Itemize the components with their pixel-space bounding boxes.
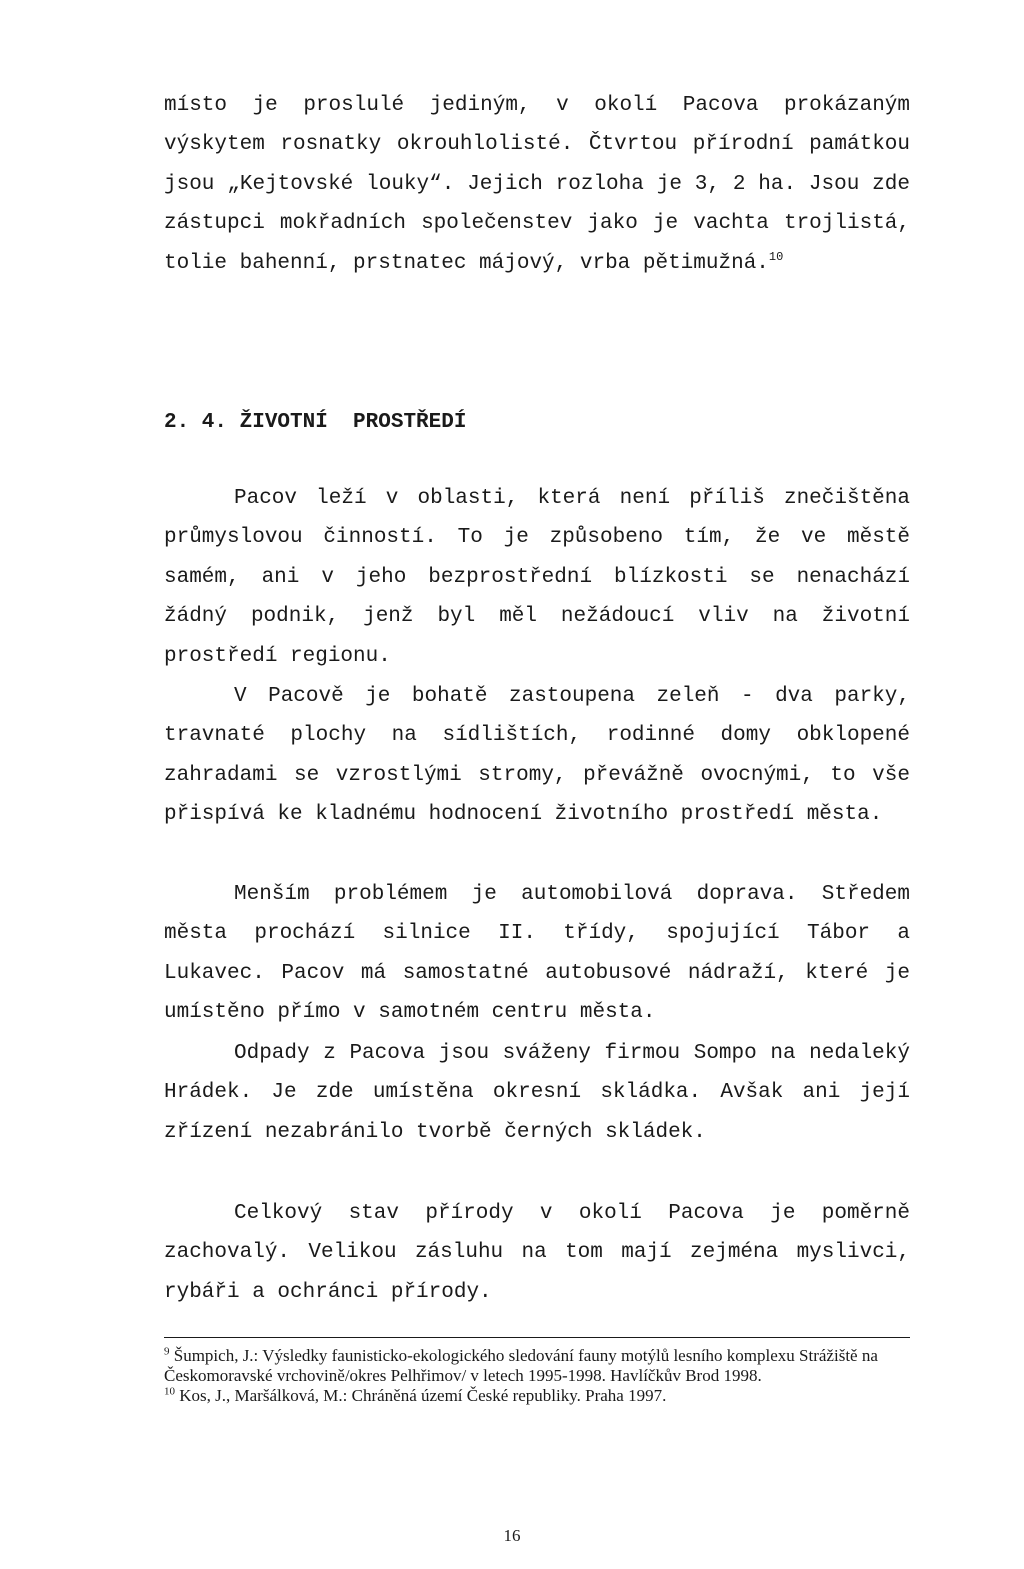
paragraph-nature-state: Celkový stav přírody v okolí Pacova je poměrně zachovalý. Velikou zásluhu na tom mají zejména myslivci, rybáři a ochránci přírody. (164, 1202, 910, 1304)
paragraph-pollution: Pacov leží v oblasti, která není příliš znečištěna průmyslovou činností. To je způsobeno tím, že ve městě samém, ani v jeho bezprostřední blízkosti se nenachází žádný podnik, jenž byl měl nežádoucí vliv na životní prostředí regionu. (164, 487, 910, 668)
footnote-10 (164, 1386, 910, 1406)
footnote-number: 10 (164, 1385, 175, 1398)
paragraph-traffic: Menším problémem je automobilová doprava. Středem města prochází silnice II. třídy, spojující Tábor a Lukavec. Pacov má samostatné autobusové nádraží, které je umístěno přímo v samotném centru města. (164, 883, 910, 1025)
footnote-ref-10: 10 (768, 249, 784, 264)
page-number: 16 (503, 1526, 521, 1545)
footnotes (164, 1346, 910, 1406)
footnote-divider (164, 1337, 910, 1338)
footnote-text: Kos, J., Maršálková, M.: Chráněná území České republiky. Praha 1997. (179, 1386, 667, 1405)
footnote-number: 9 (164, 1345, 170, 1358)
footnote-9 (164, 1346, 910, 1386)
footnote-text: Šumpich, J.: Výsledky faunisticko-ekologického sledování fauny motýlů lesního komplexu Strážiště na Českomoravské vrchovině/okres Pelhřimov/ v letech 1995-1998. Havlíčkův Brod 1998. (164, 1346, 878, 1385)
paragraph-protected-areas (164, 86, 910, 283)
paragraph-waste: Odpady z Pacova jsou sváženy firmou Sompo na nedaleký Hrádek. Je zde umístěna okresní skládka. Avšak ani její zřízení nezabránilo tvorbě černých skládek. (164, 1042, 910, 1144)
paragraph-text: místo je proslulé jediným, v okolí Pacova prokázaným výskytem rosnatky okrouhlolisté. Čtvrtou přírodní památkou jsou „Kejtovské louky“. Jejich rozloha je 3, 2 ha. Jsou zde zástupci mokřadních společenstev jako je vachta trojlistá, tolie bahenní, prstnatec májový, vrba pětimužná. (164, 94, 910, 275)
section-heading: 2. 4. ŽIVOTNÍ PROSTŘEDÍ (164, 411, 467, 434)
paragraph-greenery: V Pacově je bohatě zastoupena zeleň - dva parky, travnaté plochy na sídlištích, rodinné domy obklopené zahradami se vzrostlými stromy, převážně ovocnými, to vše přispívá ke kladnému hodnocení životního prostředí města. (164, 685, 910, 827)
